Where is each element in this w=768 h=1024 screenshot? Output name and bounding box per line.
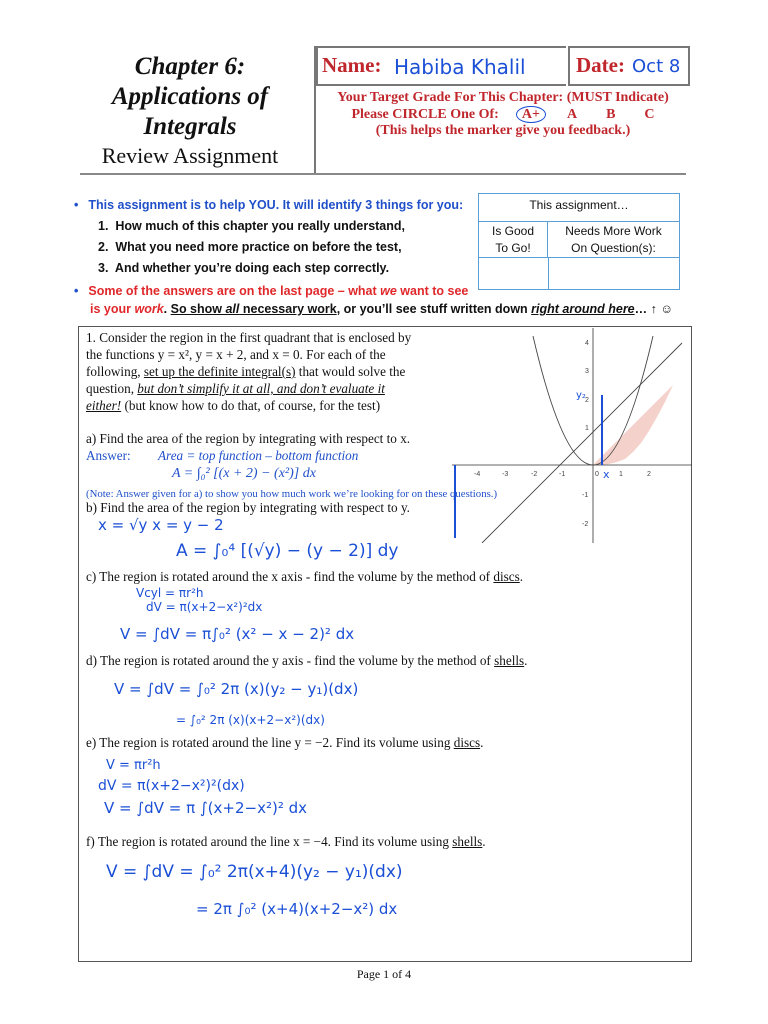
intro-list-item: 2. What you need more practice on before the test,	[98, 240, 402, 254]
bullet-dot: •	[74, 198, 79, 212]
intro-bullet-2	[74, 284, 468, 298]
part-d-handwriting-1: V = ∫dV = ∫₀² 2π (x)(y₂ − y₁)(dx)	[114, 680, 359, 698]
part-e-handwriting-1: V = πr²h	[106, 758, 161, 773]
part-c-text: c) The region is rotated around the x axis - find the volume by the method of	[86, 569, 494, 584]
part-d-text: d) The region is rotated around the y axis - find the volume by the method of	[86, 653, 495, 668]
y-tick-label: 3	[585, 368, 589, 375]
dash-text: – what	[334, 284, 381, 298]
grade-prefix: Please CIRCLE One Of:	[351, 106, 499, 122]
intro-list-item-text: And whether you’re doing each step correctly.	[114, 261, 390, 275]
part-c-handwriting-3: V = ∫dV = π∫₀² (x² − x − 2)² dx	[120, 625, 355, 643]
chapter-title	[80, 52, 300, 142]
part-f-prompt: f) The region is rotated around the line x = −4. Find its volume using shells.	[86, 834, 486, 849]
y-tick-label: 2	[585, 397, 589, 404]
part-c-handwriting-1: Vcyl = πr²h	[136, 586, 204, 600]
q1-either-text: either!	[86, 398, 122, 413]
x-label: x	[603, 468, 610, 481]
part-c-handwriting-2: dV = π(x+2−x²)²dx	[146, 600, 263, 614]
x-tick-label: 2	[647, 471, 651, 478]
part-f-method: shells	[452, 834, 483, 849]
bullet-dot: •	[74, 284, 79, 298]
y-tick-label: -1	[582, 492, 589, 499]
y-tick-label: -2	[582, 521, 589, 528]
q1-intro-line-2: the functions y = x², y = x + 2, and x = 0. For each of the	[86, 347, 386, 362]
answer-area-text: Area = top function – bottom function	[158, 448, 359, 463]
work-text: work	[134, 302, 164, 316]
q1-following-text: following,	[86, 364, 144, 379]
intro-list-item-text: What you need more practice on before the test,	[115, 240, 402, 254]
part-d-prompt: d) The region is rotated around the y axis - find the volume by the method of shells.	[86, 653, 528, 668]
part-e-handwriting-3: V = ∫dV = π ∫(x+2−x²)² dx	[104, 799, 308, 817]
assignment-status-table	[478, 193, 680, 290]
q1-intro-line-1: 1. Consider the region in the first quadrant that is enclosed by	[86, 330, 412, 345]
x-tick-label: -3	[502, 471, 509, 478]
needs-work-header	[548, 221, 679, 258]
header-rule	[80, 173, 686, 175]
grade-line-3: (This helps the marker give you feedback.)	[375, 123, 631, 138]
grade-line-1: Your Target Grade For This Chapter: (MUST Indicate)	[337, 90, 669, 105]
part-f-handwriting-1: V = ∫dV = ∫₀² 2π(x+4)(y₂ − y₁)(dx)	[106, 862, 403, 882]
period-text: .	[163, 302, 171, 316]
part-b-prompt: b) Find the area of the region by integrating with respect to y.	[86, 500, 410, 515]
table-divider	[548, 258, 549, 289]
target-grade-block	[316, 90, 690, 139]
answer-note: (Note: Answer given for a) to show you how much work we’re looking for on these questions.)	[86, 488, 498, 500]
x-tick-label: 0	[595, 471, 599, 478]
so-show-text: So show	[170, 302, 226, 316]
is-good-header	[479, 221, 548, 258]
part-d-method: shells	[494, 653, 525, 668]
right-around-here-text: right around here	[531, 302, 635, 316]
is-your-text: is your	[90, 302, 135, 316]
rest-text: , or you’ll see stuff written down	[336, 302, 532, 316]
is-good-line-1: Is Good	[491, 224, 535, 238]
x-tick-label: -2	[531, 471, 538, 478]
needs-work-line-1: Needs More Work	[565, 224, 662, 238]
part-e-text: e) The region is rotated around the line y = −2. Find its volume using	[86, 735, 454, 750]
q1-question-text: question,	[86, 381, 138, 396]
part-c-prompt: c) The region is rotated around the x axis - find the volume by the method of discs.	[86, 569, 524, 584]
chapter-line-2: Applications of	[111, 83, 269, 110]
assignment-table-title: This assignment…	[479, 194, 679, 222]
part-f-handwriting-2: = 2π ∫₀² (x+4)(x+2−x²) dx	[196, 900, 398, 918]
part-d-handwriting-2: = ∫₀² 2π (x)(x+2−x²)(dx)	[176, 713, 325, 727]
region-graph	[452, 328, 692, 543]
arrow-smiley-text: … ↑ ☺	[634, 302, 674, 316]
grade-option-a-plus[interactable]: A+	[516, 106, 546, 124]
intro-list-item-text: How much of this chapter you really understand,	[115, 219, 406, 233]
answer-label: Answer:	[86, 448, 131, 463]
name-label: Name:	[322, 53, 382, 77]
x-tick-label: -1	[559, 471, 566, 478]
part-e-handwriting-2: dV = π(x+2−x²)²(dx)	[98, 778, 245, 794]
answers-note: Some of the answers are on the last page	[88, 284, 335, 298]
part-c-method: discs	[493, 569, 520, 584]
part-b-handwriting-1: x = √y x = y − 2	[98, 516, 224, 534]
line-y-equals-x-plus-2	[482, 343, 682, 543]
intro-bullet-1	[74, 198, 463, 212]
date-field[interactable]: Oct 8	[632, 56, 681, 77]
page-footer: Page 1 of 4	[356, 967, 412, 981]
answer-formula: A = ∫₀² [(x + 2) − (x²)] dx	[172, 466, 316, 481]
grade-line-2	[316, 106, 690, 124]
chapter-line-1: Chapter 6:	[134, 53, 246, 80]
q1-intro-line-5	[86, 398, 380, 414]
part-a-prompt: a) Find the area of the region by integrating with respect to x.	[86, 431, 411, 446]
q1-dont-simplify-text: but don’t simplify it at all, and don’t evaluate it	[137, 381, 385, 396]
y-tick-label: 1	[585, 425, 589, 432]
chapter-line-3: Integrals	[143, 113, 237, 140]
all-text: all	[225, 302, 240, 316]
part-e-prompt: e) The region is rotated around the line y = −2. Find its volume using discs.	[86, 735, 484, 750]
grade-option-c[interactable]: C	[644, 106, 655, 122]
part-e-method: discs	[453, 735, 481, 750]
intro-bullet-2-continued	[90, 302, 673, 316]
needs-work-line-2: On Question(s):	[571, 241, 656, 255]
q1-know-text: (but know how to do that, of course, for the test)	[121, 398, 381, 413]
part-b-handwriting-2: A = ∫₀⁴ [(√y) − (y − 2)] dy	[176, 541, 399, 561]
date-label: Date:	[576, 53, 625, 77]
shaded-region	[593, 385, 673, 465]
y2-label: y₂	[576, 390, 586, 401]
intro-list-item: 3. And whether you’re doing each step correctly.	[98, 261, 390, 275]
x-tick-label: -4	[474, 471, 481, 478]
we-text: we	[380, 284, 397, 298]
name-field[interactable]: Habiba Khalil	[394, 55, 526, 79]
q1-setup-text: set up the definite integral(s)	[143, 364, 296, 379]
necessary-work-text: necessary work	[239, 302, 337, 316]
intro-list-item: 1. How much of this chapter you really understand,	[98, 219, 406, 233]
is-good-line-2: To Go!	[495, 241, 531, 255]
intro-bullet-1-text: This assignment is to help YOU. It will identify 3 things for you:	[88, 198, 464, 212]
q1-intro-line-4	[86, 381, 385, 397]
q1-setup-rest: that would solve the	[295, 364, 406, 379]
q1-intro-line-3	[86, 364, 405, 380]
want-text: want to see	[396, 284, 469, 298]
x-tick-label: 1	[619, 471, 623, 478]
grade-option-b[interactable]: B	[606, 106, 616, 122]
y-tick-label: 4	[585, 340, 589, 347]
part-f-text: f) The region is rotated around the line x = −4. Find its volume using	[86, 834, 453, 849]
review-subtitle: Review Assignment	[101, 143, 279, 168]
grade-option-a[interactable]: A	[566, 106, 578, 122]
